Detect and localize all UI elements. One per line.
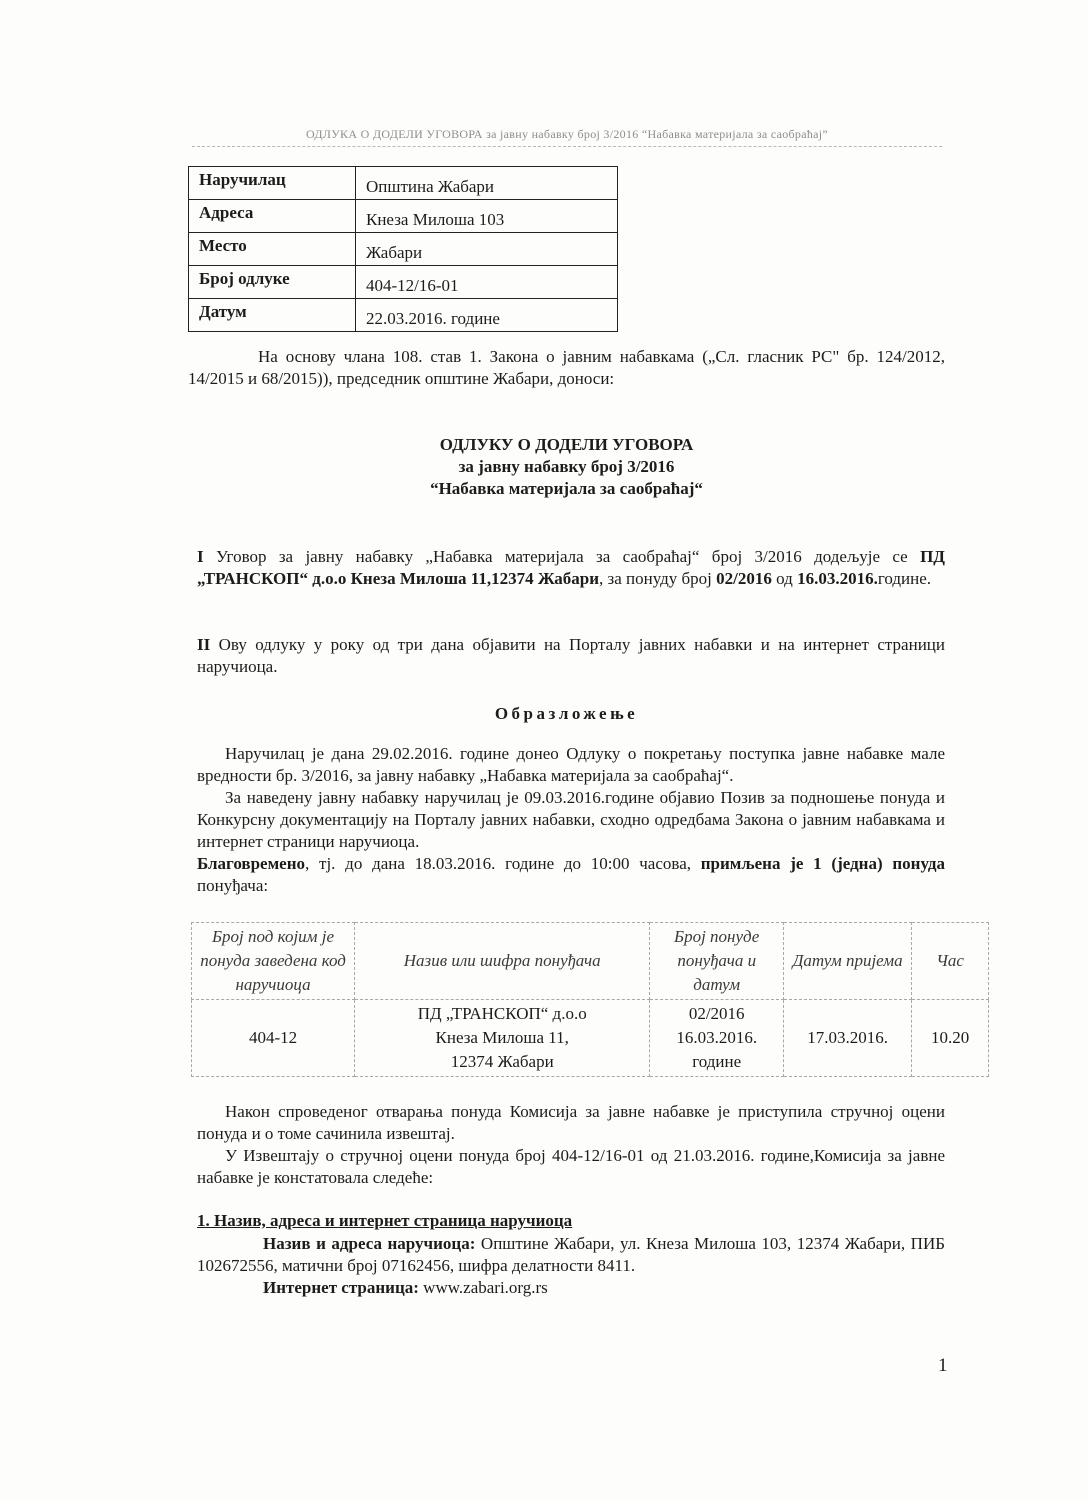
meta-value: Кнеза Милоша 103	[356, 200, 618, 233]
awardee-name: ПД „ТРАНСКОП“ д.о.о Кнеза Милоша 11,12374 Жабари	[197, 547, 945, 588]
emphasis: Благовремено	[197, 854, 306, 873]
running-header: ОДЛУКА О ДОДЕЛИ УГОВОРА за јавну набавку број 3/2016 “Набавка материјала за саобраћај”	[192, 124, 942, 147]
item-numeral: II	[197, 635, 211, 654]
decision-title-line: ОДЛУКУ О ДОДЕЛИ УГОВОРА	[439, 435, 694, 454]
registration-number: 404-12	[192, 1000, 355, 1077]
offer-date: 16.03.2016.	[797, 569, 878, 588]
reasoning-title: Образложење	[494, 704, 639, 723]
offer-number: 02/2016	[716, 569, 772, 588]
decision-title-line: “Набавка материјала за саобраћај“	[430, 479, 703, 498]
meta-row	[189, 200, 618, 233]
meta-value: 404-12/16-01	[356, 266, 618, 299]
field-label: Интернет страница:	[263, 1278, 419, 1297]
offers-header-row	[192, 923, 989, 1000]
website-value: www.zabari.org.rs	[418, 1278, 548, 1297]
column-header: Број понуде понуђача и датум	[650, 923, 784, 1000]
column-header: Датум пријема	[784, 923, 912, 1000]
meta-row	[189, 233, 618, 266]
reasoning-paragraph: Наручилац је дана 29.02.2016. године донео Одлуку о покретању поступка јавне набавке мале вредности бр. 3/2016, за јавну набавку „Набавка материјала за саобраћај“.	[197, 744, 945, 785]
item-text: Уговор за јавну набавку „Набавка материјала за саобраћај“ број 3/2016 додељује се	[203, 547, 921, 566]
item-numeral: I	[197, 547, 204, 566]
offer-line: 16.03.2016.	[676, 1028, 758, 1047]
offers-table	[191, 922, 989, 1077]
received-date: 17.03.2016.	[784, 1000, 912, 1077]
bidder-line: Кнеза Милоша 11,	[435, 1028, 569, 1047]
item-text: , за понуду број	[599, 569, 717, 588]
paragraph-text: , тј. до дана 18.03.2016. године до 10:00 часова,	[305, 854, 701, 873]
table-row	[192, 1000, 989, 1077]
item-text: од	[771, 569, 798, 588]
decision-item-1	[197, 546, 945, 590]
reasoning-paragraph	[197, 853, 945, 897]
meta-label: Адреса	[189, 200, 356, 233]
offer-line: године	[692, 1052, 742, 1071]
field-value: Општине Жабари, ул. Кнеза Милоша 103, 12374 Жабари, ПИБ 102672556, матични број 07162456, шифра делатности 8411.	[197, 1234, 946, 1275]
decision-meta-table	[188, 166, 618, 332]
item-text: године.	[877, 569, 932, 588]
meta-label: Датум	[189, 299, 356, 332]
meta-label: Наручилац	[189, 167, 356, 200]
decision-item-2	[197, 634, 945, 678]
meta-value: Жабари	[356, 233, 618, 266]
column-header: Број под којим је понуда заведена код наручиоца	[192, 923, 355, 1000]
meta-label: Место	[189, 233, 356, 266]
website-info	[263, 1277, 943, 1299]
received-time: 10.20	[912, 1000, 989, 1077]
item-text: Ову одлуку у року од три дана објавити на Порталу јавних набавки и на интернет страници наручиоца.	[197, 635, 945, 676]
section-heading: 1. Назив, адреса и интернет страница наручиоца	[197, 1211, 573, 1230]
bidder-line: 12374 Жабари	[450, 1052, 554, 1071]
bidder-name	[355, 1000, 650, 1077]
meta-value: 22.03.2016. године	[356, 299, 618, 332]
field-label: Назив и адреса наручиоца:	[263, 1234, 476, 1253]
offer-line: 02/2016	[688, 1004, 745, 1023]
evaluation-paragraph: У Извештају о стручној оцени понуда број 404-12/16-01 од 21.03.2016. године,Комисија за јавне набавке је констатовала следеће:	[197, 1146, 945, 1187]
intro-paragraph: На основу члана 108. став 1. Закона о јавним набавкама („Сл. гласник РС" бр. 124/2012, 14/2015 и 68/2015)), председник општине Жабари, доноси:	[188, 347, 945, 388]
evaluation-paragraph: Након спроведеног отварања понуда Комисија за јавне набавке је приступила стручној оцени понуда и о томе сачинила извештај.	[197, 1102, 945, 1143]
emphasis: примљена је 1 (једна) понуда	[700, 854, 946, 873]
bidder-line: ПД „ТРАНСКОП“ д.о.о	[417, 1004, 587, 1023]
meta-row	[189, 266, 618, 299]
offer-number-date	[650, 1000, 784, 1077]
meta-value: Општина Жабари	[356, 167, 618, 200]
reasoning-paragraph: За наведену јавну набавку наручилац је 09.03.2016.године објавио Позив за подношење понуда и Конкурсну документацију на Порталу јавних набавки, сходно одредбама Закона о јавним набавкама и интернет страници наручиоца.	[197, 788, 945, 851]
decision-title-line: за јавну набавку број 3/2016	[458, 457, 675, 476]
column-header: Час	[912, 923, 989, 1000]
meta-row	[189, 167, 618, 200]
meta-label: Број одлуке	[189, 266, 356, 299]
decision-title	[188, 434, 945, 500]
paragraph-text: понуђача:	[197, 876, 269, 895]
page-number: 1	[938, 1355, 948, 1376]
column-header: Назив или шифра понуђача	[355, 923, 650, 1000]
meta-row	[189, 299, 618, 332]
contracting-authority-info	[197, 1233, 945, 1277]
